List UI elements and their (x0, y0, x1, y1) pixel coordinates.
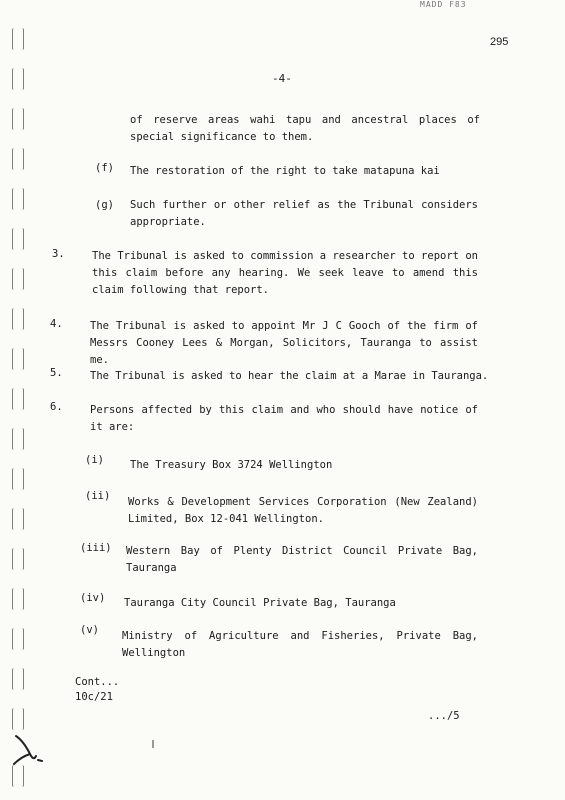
binding-hole (12, 628, 24, 650)
person-label: (iv) (80, 592, 106, 604)
next-page-marker: .../5 (428, 710, 460, 722)
continuation-text: of reserve areas wahi tapu and ancestral places of special significance to them. (130, 114, 480, 143)
paragraph-number: 5. (50, 367, 63, 379)
binding-hole (12, 188, 24, 210)
person-label: (i) (85, 454, 104, 466)
binding-hole (12, 468, 24, 490)
binding-hole (12, 308, 24, 330)
reference-code: 10c/21 (75, 691, 113, 703)
person-text: Works & Development Services Corporation (New Zealand) Limited, Box 12-041 Wellington. (128, 496, 478, 525)
binding-hole (12, 108, 24, 130)
binding-hole (12, 68, 24, 90)
binding-holes (10, 20, 30, 790)
cont-label: Cont... (75, 676, 120, 688)
sub-item-text: Such further or other relief as the Tribunal considers appropriate. (130, 199, 478, 228)
paragraph-number: 6. (50, 401, 63, 413)
binding-hole (12, 708, 24, 730)
sub-item-label: (g) (95, 199, 114, 211)
binding-hole (12, 668, 24, 690)
paragraph-text: The Tribunal is asked to appoint Mr J C Gooch of the firm of Messrs Cooney Lees & Morgan, Solicitors, Tauranga to assist me. (90, 320, 478, 366)
binding-hole (12, 548, 24, 570)
person-label: (iii) (80, 542, 112, 554)
binding-hole (12, 268, 24, 290)
page-index: -4- (272, 72, 292, 85)
person-text: Western Bay of Plenty District Council Private Bag, Tauranga (126, 545, 478, 574)
sub-item-label: (f) (95, 162, 114, 174)
sub-item-text: The restoration of the right to take matapuna kai (130, 165, 440, 177)
person-text: Ministry of Agriculture and Fisheries, Private Bag, Wellington (122, 630, 478, 659)
handwritten-mark-icon (8, 730, 48, 770)
scan-speck (152, 740, 154, 748)
binding-hole (12, 588, 24, 610)
person-label: (v) (80, 624, 99, 636)
binding-hole (12, 428, 24, 450)
paragraph-text: The Tribunal is asked to hear the claim at a Marae in Tauranga. (90, 370, 489, 382)
person-text: Tauranga City Council Private Bag, Tauranga (124, 597, 396, 609)
person-label: (ii) (85, 490, 111, 502)
binding-hole (12, 28, 24, 50)
paragraph-number: 3. (52, 248, 65, 260)
binding-hole (12, 148, 24, 170)
binding-hole (12, 388, 24, 410)
paragraph-number: 4. (50, 318, 63, 330)
binding-hole (12, 228, 24, 250)
corner-mark: MADD F83 (420, 0, 467, 9)
binding-hole (12, 348, 24, 370)
page-number: 295 (490, 36, 509, 48)
person-text: The Treasury Box 3724 Wellington (130, 459, 333, 471)
binding-hole (12, 508, 24, 530)
paragraph-text: The Tribunal is asked to commission a researcher to report on this claim before any hearing. We seek leave to amend this claim following that report. (92, 250, 478, 296)
paragraph-text: Persons affected by this claim and who should have notice of it are: (90, 404, 478, 433)
